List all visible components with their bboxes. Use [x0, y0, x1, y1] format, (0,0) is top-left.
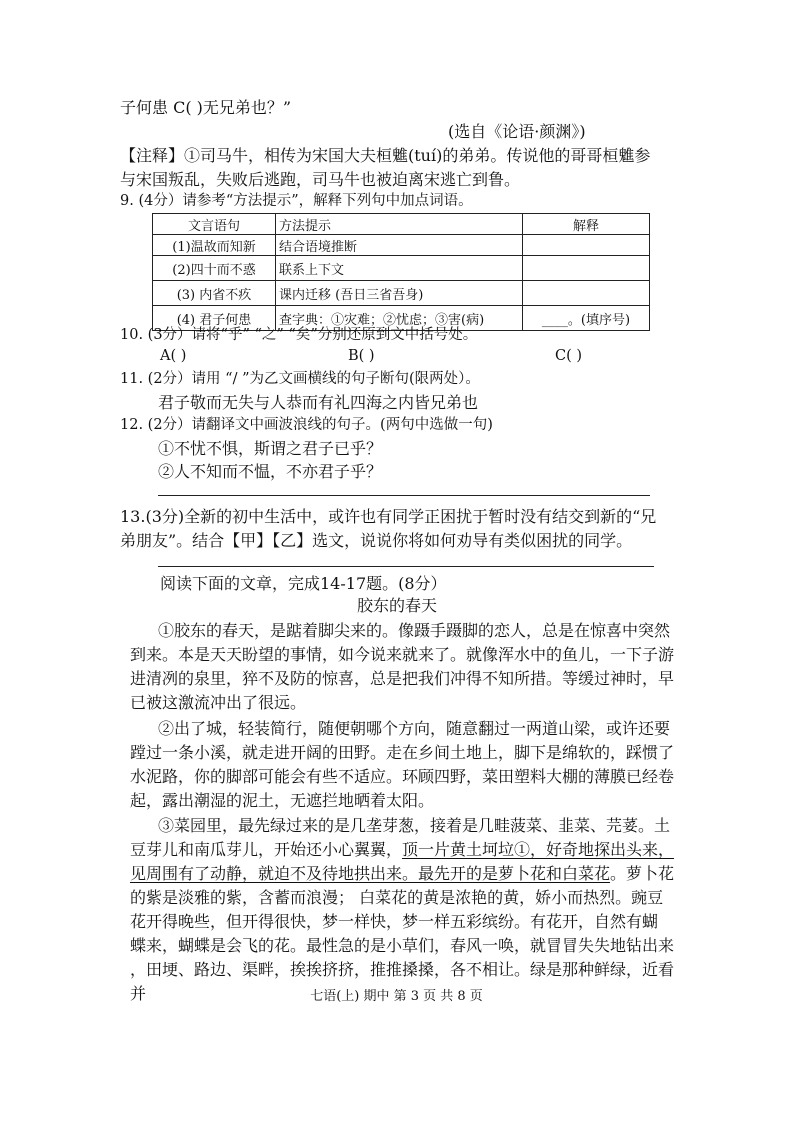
table-header: 文言语句 — [153, 214, 276, 235]
answer-cell[interactable]: ____。(填序号) — [523, 306, 650, 331]
paragraph-line: ，田埂、路边、渠畔，挨挨挤挤，推推搡搡，各不相让。绿是那种鲜绿，近看 — [130, 960, 675, 979]
paragraph-line: 起，露出潮湿的泥土，无遮拦地晒着太阳。 — [130, 791, 435, 810]
question-13-cont: 弟朋友”。结合【甲】【乙】选文，说说你将如何劝导有类似困扰的同学。 — [120, 531, 633, 550]
paragraph-line — [130, 862, 674, 886]
paragraph-line: 花开得晚些，但开得很快，梦一样快，梦一样五彩缤纷。有花开，自然有蝴 — [130, 912, 659, 931]
answer-cell[interactable] — [523, 256, 650, 281]
paragraph-line: 到来。本是天天盼望的事情，如今说来就来了。就像浑水中的鱼儿，一下子游 — [130, 645, 675, 664]
option-2: ②人不知而不愠，不亦君子乎？ — [158, 462, 383, 481]
underlined-text: 顶一片黄土坷垃①，好奇地探出头来， — [402, 840, 675, 859]
answer-cell[interactable] — [523, 235, 650, 256]
table-cell: 课内迁移 (吾日三省吾身) — [276, 281, 523, 306]
paragraph-line: 蹚过一条小溪，就走进开阔的田野。走在乡间土地上，脚下是绵软的，踩惯了 — [130, 743, 675, 762]
blank-a[interactable]: A( ) — [160, 348, 187, 364]
paragraph-line: 蝶来，蝴蝶是会飞的花。最性急的是小草们，春风一唤，就冒冒失失地钻出来 — [130, 936, 675, 955]
question-11: 11. (2分）请用 “/ ”为乙文画横线的句子断句(限两处）。 — [120, 371, 480, 387]
answer-cell[interactable] — [523, 281, 650, 306]
annotation-line: 与宋国叛乱，失败后逃跑，司马牛也被迫离宋逃亡到鲁。 — [120, 170, 521, 189]
source-citation: (选自《论语·颜渊》) — [448, 122, 586, 141]
table-cell: 查字典：①灾难；②忧虑；③害(病) — [276, 306, 523, 331]
answer-line[interactable] — [158, 495, 650, 496]
table-cell: (1)温故而知新 — [153, 235, 276, 256]
table-header: 方法提示 — [276, 214, 523, 235]
answer-line[interactable] — [158, 566, 654, 567]
table-cell: (2)四十而不惑 — [153, 256, 276, 281]
annotation-line: 【注释】①司马牛，相传为宋国大夫桓魋(tuí)的弟弟。传说他的哥哥桓魋参 — [120, 146, 651, 165]
table-cell: 结合语境推断 — [276, 235, 523, 256]
sentence-to-punctuate: 君子敬而无失与人恭而有礼四海之内皆兄弟也 — [158, 393, 479, 412]
table-cell: 联系上下文 — [276, 256, 523, 281]
question-12: 12. (2分）请翻译文中画波浪线的句子。(两句中选做一句) — [120, 417, 493, 433]
table-cell: (4) 君子何患 — [153, 306, 276, 331]
blank-b[interactable]: B( ) — [348, 348, 375, 364]
text-line: 子何患 C( )无兄弟也？” — [120, 98, 292, 117]
paragraph-line: 已被这激流冲出了很远。 — [130, 693, 307, 712]
plain-text: 豆芽儿和南瓜芽儿，开始还小心翼翼， — [130, 840, 403, 859]
paragraph-line — [130, 838, 674, 862]
paragraph-line: ③菜园里，最先绿过来的是几垄芽葱，接着是几畦菠菜、韭菜、芫荽。土 — [158, 816, 671, 835]
option-1: ①不忧不惧，斯谓之君子已乎？ — [158, 439, 383, 458]
paragraph-line: 的紫是淡雅的紫，含蓄而浪漫； 白菜花的黄是浓艳的黄，娇小而热烈。豌豆 — [130, 888, 664, 907]
paragraph-line: 并 — [130, 984, 147, 1003]
table-header: 解释 — [523, 214, 650, 235]
page-footer: 七语(上) 期中 第 3 页 共 8 页 — [310, 989, 483, 1004]
paragraph-line: ②出了城，轻装简行，随便朝哪个方向，随意翻过一两道山梁，或许还要 — [158, 719, 671, 738]
table-cell: (3) 内省不疚 — [153, 281, 276, 306]
passage-title: 胶东的春天 — [357, 596, 438, 615]
underlined-text: 见周围有了动静，就迫不及待地拱出来。最先开的是萝卜花和白菜花 — [130, 864, 611, 883]
question-9: 9. (4分）请参考“方法提示”，解释下列句中加点词语。 — [120, 193, 473, 209]
reading-instruction: 阅读下面的文章，完成14-17题。(8分） — [160, 574, 447, 593]
question-13: 13.(3分)全新的初中生活中，或许也有同学正困扰于暂时没有结交到新的“兄 — [120, 507, 657, 526]
question-10: 10. (3分）请将“乎” “之” “矣”分别还原到文中括号处。 — [120, 327, 478, 343]
paragraph-line: 进清冽的泉里，猝不及防的惊喜，总是把我们冲得不知所措。等缓过神时，早 — [130, 669, 675, 688]
paragraph-line: ①胶东的春天，是踮着脚尖来的。像蹑手蹑脚的恋人，总是在惊喜中突然 — [158, 621, 671, 640]
method-table — [152, 213, 650, 331]
plain-text: 。萝卜花 — [610, 864, 675, 883]
paragraph-line: 水泥路，你的脚部可能会有些不适应。环顾四野，菜田塑料大棚的薄膜已经卷 — [130, 767, 675, 786]
blank-c[interactable]: C( ) — [555, 348, 583, 364]
